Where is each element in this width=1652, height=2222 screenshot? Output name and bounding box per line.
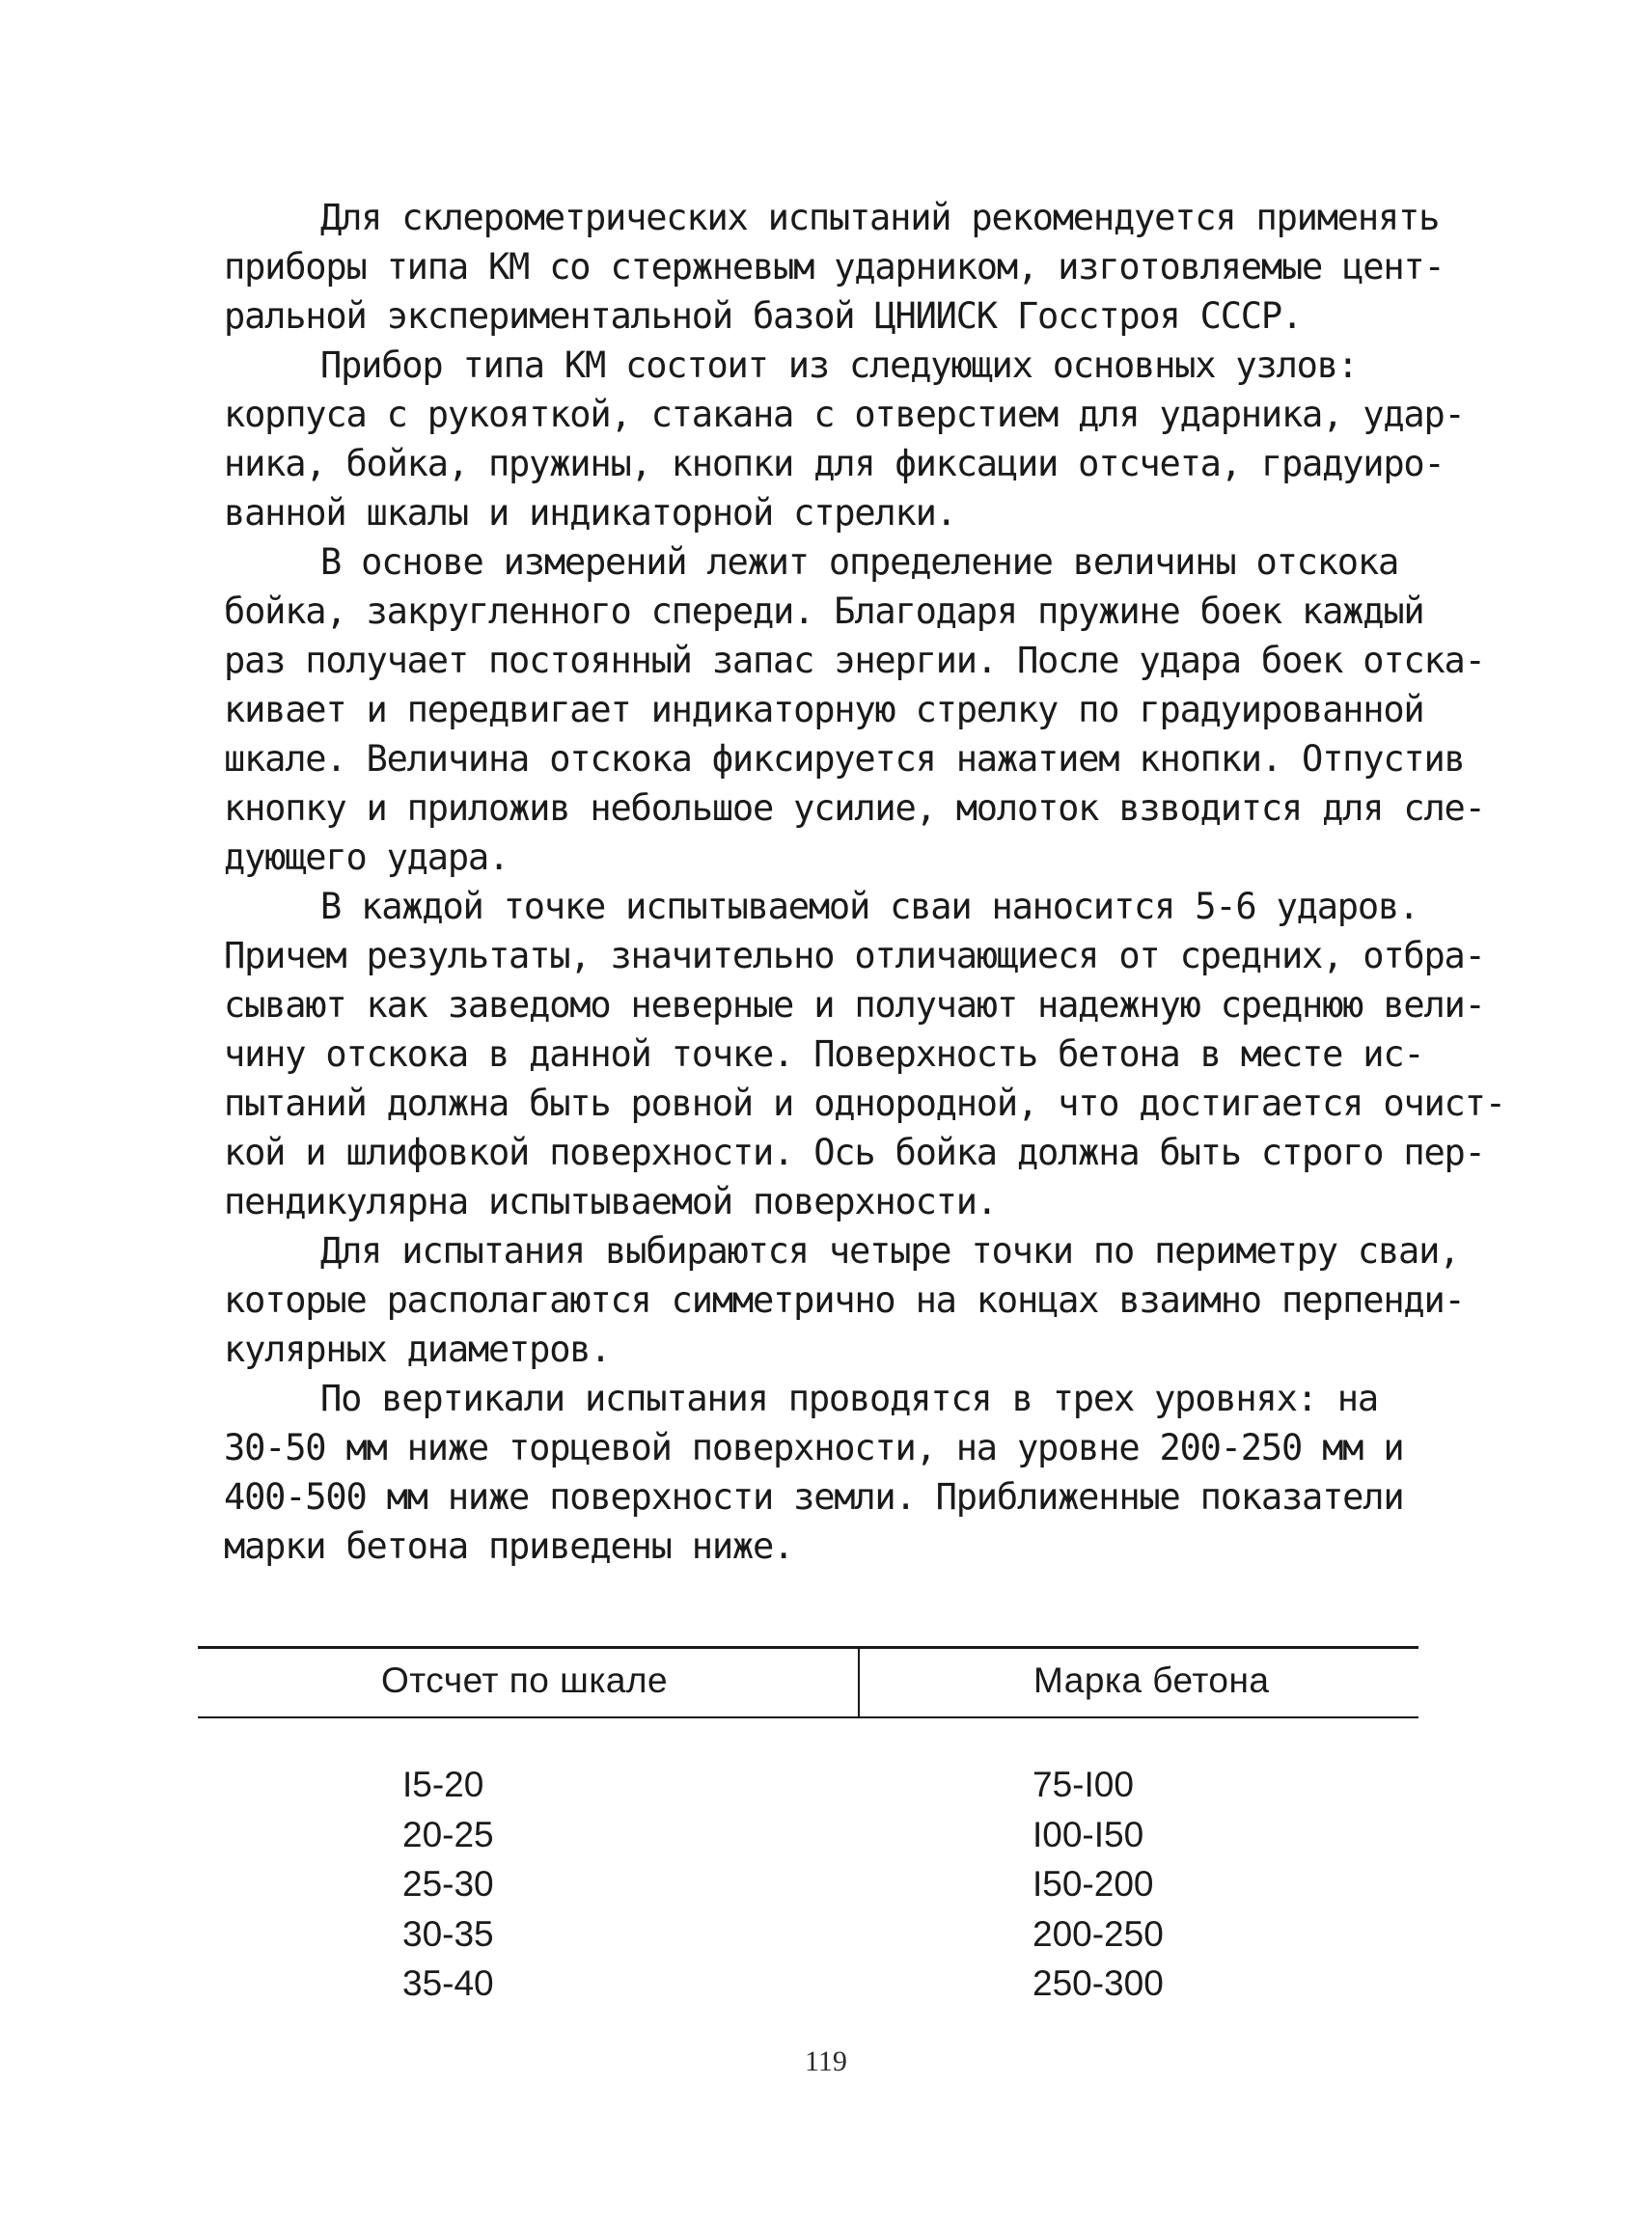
cell-scale-reading: I5-20 bbox=[402, 1765, 484, 1804]
text-line: шкале. Величина отскока фиксируется нажатием кнопки. Отпустив bbox=[224, 738, 1465, 780]
column-header-concrete-grade: Марка бетона bbox=[1033, 1660, 1270, 1700]
cell-scale-reading: 35-40 bbox=[402, 1963, 494, 2003]
text-line: раз получает постоянный запас энергии. После удара боек отска- bbox=[224, 640, 1485, 681]
paragraph bbox=[224, 193, 1507, 341]
text-line: Прибор типа КМ состоит из следующих основных узлов: bbox=[320, 344, 1358, 386]
cell-concrete-grade: 200-250 bbox=[1032, 1913, 1164, 1954]
cell-concrete-grade: 250-300 bbox=[1032, 1963, 1164, 2003]
text-line: ника, бойка, пружины, кнопки для фиксации отсчета, градуиро- bbox=[224, 443, 1445, 484]
cell-concrete-grade: I00-I50 bbox=[1032, 1814, 1144, 1854]
text-line: кнопку и приложив небольшое усилие, молоток взводится для сле- bbox=[224, 787, 1485, 829]
text-line: Для испытания выбираются четыре точки по периметру сваи, bbox=[320, 1230, 1460, 1272]
table-row bbox=[198, 1909, 1418, 1960]
text-line: которые располагаются симметрично на концах взаимно перпенди- bbox=[224, 1279, 1465, 1321]
paragraph bbox=[224, 1226, 1507, 1374]
text-line: кивает и передвигает индикаторную стрелку по градуированной bbox=[224, 689, 1424, 730]
text-line: кой и шлифовкой поверхности. Ось бойка должна быть строго пер- bbox=[224, 1132, 1485, 1173]
text-line: марки бетона приведены ниже. bbox=[224, 1525, 794, 1567]
text-line: кулярных диаметров. bbox=[224, 1329, 611, 1370]
text-line: Для склерометрических испытаний рекомендуется применять bbox=[320, 197, 1440, 238]
paragraph bbox=[224, 882, 1507, 1226]
table-body bbox=[198, 1760, 1418, 2009]
text-line: Причем результаты, значительно отличающиеся от средних, отбра- bbox=[224, 935, 1485, 976]
table-row bbox=[198, 1859, 1418, 1909]
header-column-divider bbox=[858, 1647, 860, 1717]
cell-concrete-grade: 75-I00 bbox=[1032, 1765, 1134, 1804]
text-line: дующего удара. bbox=[224, 837, 509, 878]
cell-scale-reading: 30-35 bbox=[402, 1913, 494, 1954]
text-line: В каждой точке испытываемой сваи наносится 5-6 ударов. bbox=[320, 886, 1419, 927]
cell-scale-reading: 20-25 bbox=[402, 1814, 494, 1854]
cell-concrete-grade: I50-200 bbox=[1032, 1864, 1154, 1904]
page-number: 119 bbox=[805, 2045, 847, 2077]
text-line: пендикулярна испытываемой поверхности. bbox=[224, 1181, 997, 1222]
paragraph bbox=[224, 537, 1507, 882]
text-line: 400-500 мм ниже поверхности земли. Приближенные показатели bbox=[224, 1476, 1404, 1518]
table-top-rule bbox=[198, 1646, 1418, 1649]
text-line: По вертикали испытания проводятся в трех уровнях: на bbox=[320, 1378, 1378, 1419]
table-row bbox=[198, 1959, 1418, 2009]
column-header-scale-reading: Отсчет по шкале bbox=[381, 1660, 669, 1700]
text-line: В основе измерений лежит определение величины отскока bbox=[320, 541, 1399, 583]
text-line: ральной экспериментальной базой ЦНИИСК Госстроя СССР. bbox=[224, 295, 1303, 337]
text-line: сывают как заведомо неверные и получают надежную среднюю вели- bbox=[224, 984, 1485, 1026]
table-row bbox=[198, 1760, 1418, 1810]
paragraph bbox=[224, 1374, 1507, 1571]
body-text bbox=[224, 193, 1507, 1571]
cell-scale-reading: 25-30 bbox=[402, 1864, 494, 1904]
text-line: приборы типа КМ со стержневым ударником, изготовляемые цент- bbox=[224, 246, 1445, 288]
text-line: ванной шкалы и индикаторной стрелки. bbox=[224, 492, 956, 534]
paragraph bbox=[224, 341, 1507, 537]
text-line: пытаний должна быть ровной и однородной, что достигается очист- bbox=[224, 1083, 1505, 1124]
header-bottom-rule bbox=[198, 1716, 1418, 1718]
text-line: чину отскока в данной точке. Поверхность бетона в месте ис- bbox=[224, 1033, 1424, 1075]
text-line: бойка, закругленного спереди. Благодаря пружине боек каждый bbox=[224, 590, 1424, 632]
text-line: 30-50 мм ниже торцевой поверхности, на уровне 200-250 мм и bbox=[224, 1427, 1404, 1468]
table-row bbox=[198, 1810, 1418, 1860]
text-line: корпуса с рукояткой, стакана с отверстием для ударника, удар- bbox=[224, 394, 1465, 435]
